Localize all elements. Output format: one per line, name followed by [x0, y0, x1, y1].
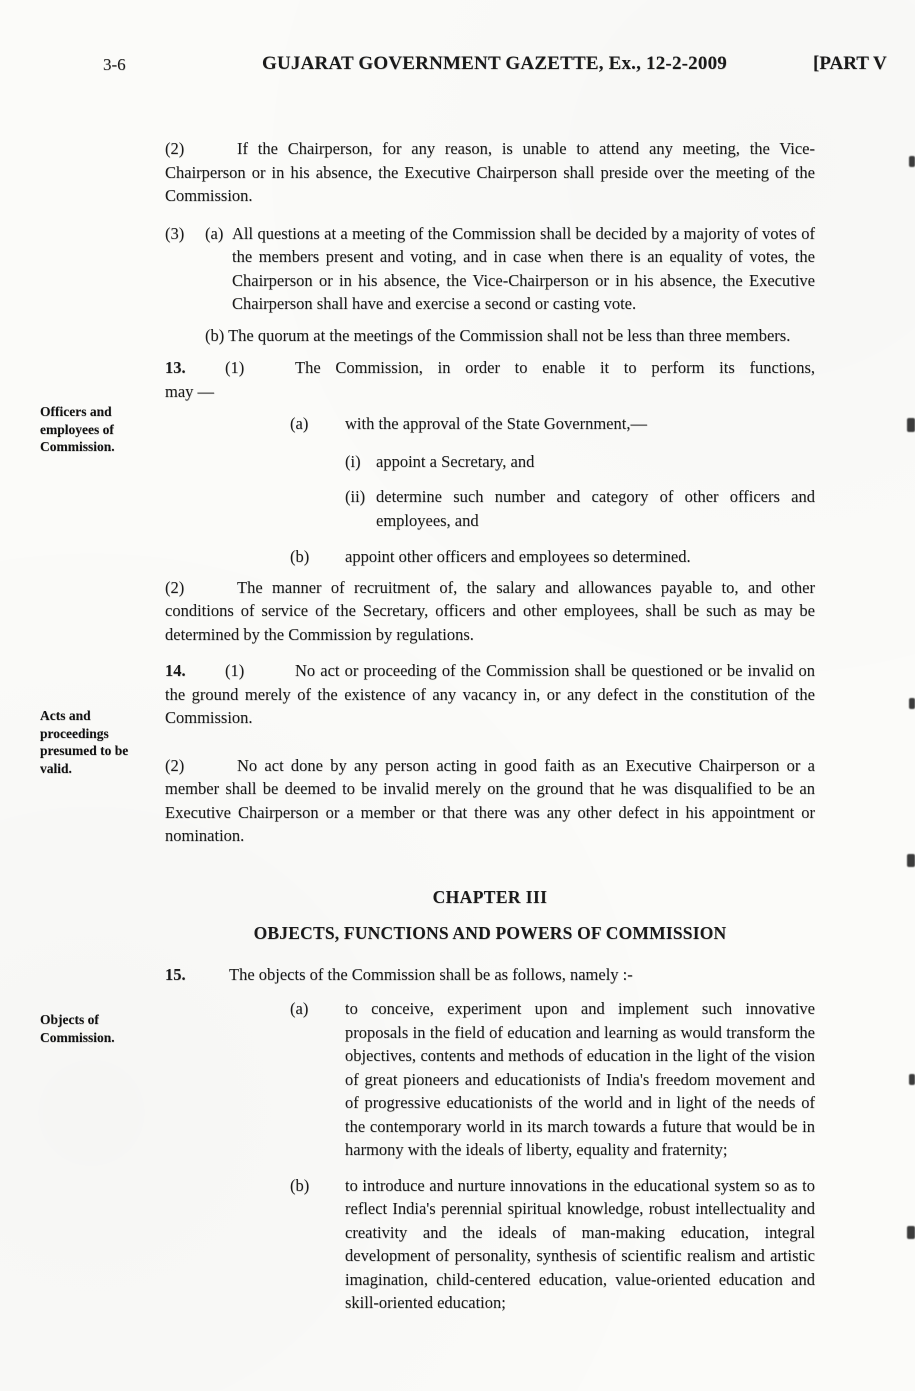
- scan-mark: [909, 1074, 915, 1085]
- clause-12-2: [165, 137, 815, 208]
- chapter-subheading: OBJECTS, FUNCTIONS AND POWERS OF COMMISSION: [253, 923, 727, 943]
- scan-mark: [907, 418, 915, 432]
- clause-text: The manner of recruitment of, the salary and allowances payable to, and other conditions of service of the Secretary, officers and other employees, shall be such as may be determined by the Commission by regulations.: [165, 577, 815, 644]
- clause-12-3a: [165, 222, 815, 316]
- clause-number: (3): [165, 223, 185, 243]
- page-header: [0, 53, 915, 79]
- item-number: (a): [290, 999, 309, 1018]
- section-15-item-b: [290, 1174, 815, 1315]
- section-13-item-a: [290, 412, 815, 436]
- section-15-item-a: [290, 997, 815, 1162]
- item-number: (i): [345, 451, 361, 471]
- clause-text: No act done by any person acting in good faith as an Executive Chairperson or a member shall be deemed to be invalid merely on the ground that he was disqualified to be an Executive Chairperson or a member or that there was any other defect in his appointment or nomination.: [165, 755, 815, 845]
- gazette-title: GUJARAT GOVERNMENT GAZETTE, Ex., 12-2-2009: [262, 53, 727, 74]
- page-number: 3-6: [103, 55, 126, 74]
- clause-number: (2): [165, 139, 185, 158]
- item-number: (ii): [345, 487, 366, 506]
- intro-text: The objects of the Commission shall be as follows, namely :-: [229, 964, 633, 984]
- section-14-clause-1: [165, 659, 815, 730]
- scan-mark: [907, 1226, 915, 1239]
- section-number: 14.: [165, 661, 186, 680]
- section-13-item-a-i: [345, 450, 815, 474]
- section-15-intro: [165, 963, 815, 987]
- scan-mark: [909, 698, 915, 709]
- clause-text-continued: may —: [165, 381, 215, 401]
- clause-number: (1): [225, 661, 245, 680]
- section-13-item-a-ii: [345, 485, 815, 532]
- item-number: (b): [290, 1175, 310, 1195]
- item-text: determine such number and category of other officers and employees, and: [376, 487, 815, 530]
- clause-number: (2): [165, 755, 185, 775]
- clause-number: (1): [225, 358, 245, 377]
- item-text: to conceive, experiment upon and implement such innovative proposals in the field of education and learning as would transform the objectives, contents and methods of education in the light of the vision of great pioneers and educationists of India's freedom movement and of progressive educationists of the world and in light of the needs of the contemporary world in its march towards a future that would be in harmony with the ideals of liberty, equality and fraternity;: [345, 999, 815, 1159]
- sub-clause-number: (a): [205, 223, 224, 243]
- clause-number: (2): [165, 577, 185, 597]
- item-text: to introduce and nurture innovations in the educational system so as to reflect India's perennial spiritual knowledge, robust intellectuality and creativity and the ideals of man-making education, integral development of personality, synthesis of scientific realism and artistic imagination, child-centered education, value-oriented education and skill-oriented education;: [345, 1175, 815, 1312]
- clause-text: If the Chairperson, for any reason, is unable to attend any meeting, the Vice-Chairperson or in his absence, the Executive Chairperson shall preside over the meeting of the Commission.: [165, 139, 815, 205]
- part-label: [PART V: [813, 53, 887, 74]
- scan-mark: [909, 156, 915, 167]
- chapter-heading: CHAPTER III: [432, 886, 548, 907]
- item-text: with the approval of the State Government,—: [345, 414, 647, 433]
- section-13-clause-2: [165, 576, 815, 647]
- section-14-clause-2: [165, 754, 815, 848]
- section-number: 15.: [165, 964, 186, 984]
- margin-note-objects: Objects of Commission.: [40, 1012, 115, 1045]
- item-number: (a): [290, 414, 309, 433]
- section-number: 13.: [165, 358, 186, 377]
- margin-note-acts: Acts and proceedings presumed to be valid.: [40, 708, 129, 776]
- clause-text: The Commission, in order to enable it to perform its functions,: [295, 358, 815, 377]
- section-13-clause-1: [165, 356, 815, 403]
- body-column: [165, 130, 815, 1315]
- clause-12-3b: (b) The quorum at the meetings of the Commission shall not be less than three members.: [205, 325, 791, 345]
- item-text: appoint other officers and employees so determined.: [345, 547, 691, 566]
- scan-mark: [907, 854, 915, 867]
- item-number: (b): [290, 547, 310, 566]
- item-text: appoint a Secretary, and: [376, 451, 535, 471]
- section-13-item-b: [290, 545, 815, 569]
- margin-note-officers: Officers and employees of Commission.: [40, 404, 115, 454]
- clause-text: No act or proceeding of the Commission shall be questioned or be invalid on the ground merely of the existence of any vacancy in, or any defect in the constitution of the Commission.: [165, 661, 815, 727]
- clause-text: All questions at a meeting of the Commission shall be decided by a majority of votes of the members present and voting, and in case when there is an equality of votes, the Chairperson or in his absence, the Vice-Chairperson or in his absence, the Executive Chairperson shall have and exercise a second or casting vote.: [232, 223, 815, 313]
